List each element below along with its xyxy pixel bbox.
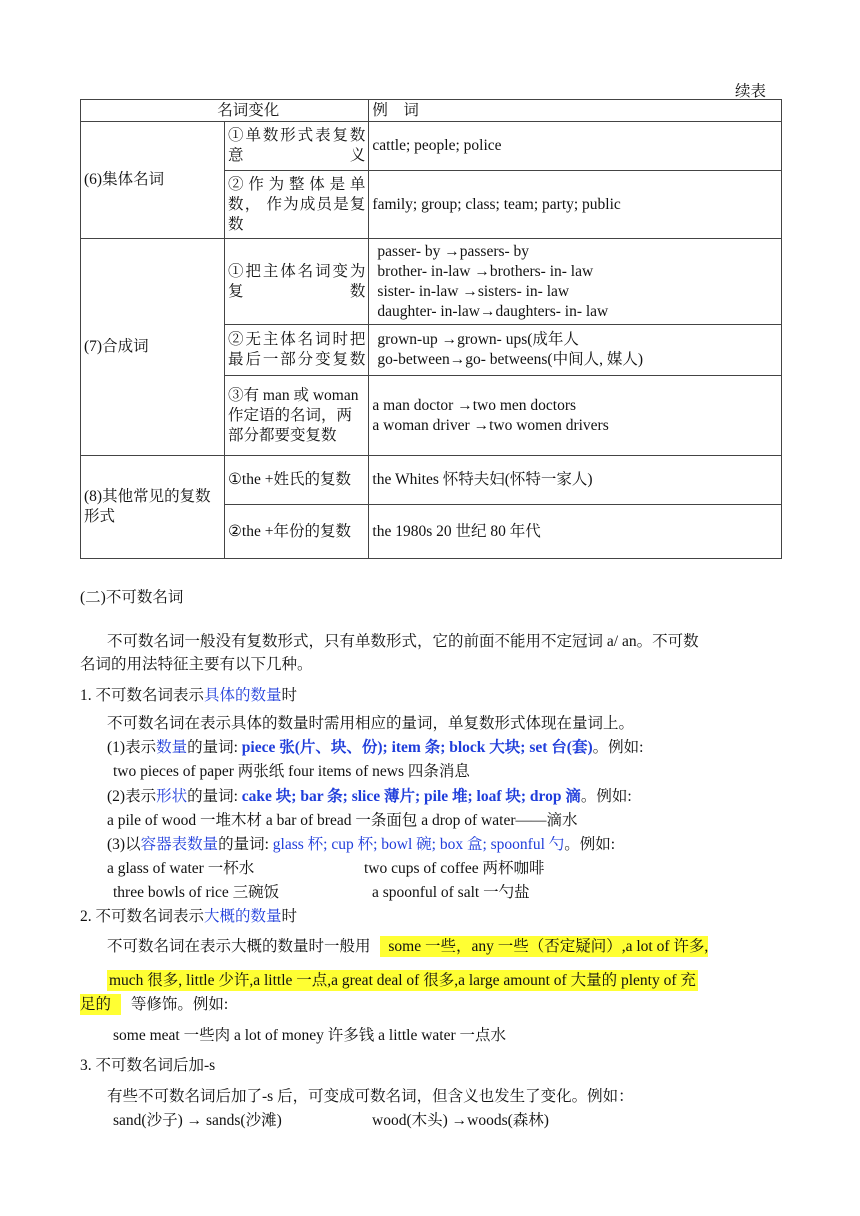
rule-cell: ①the +姓氏的复数 (225, 456, 369, 505)
table-row (81, 456, 782, 505)
point-2-desc-line-2 (107, 968, 698, 990)
point-1-item-2: (2)表示形状的量词: cake 块; bar 条; slice 薄片; pile 堆; loaf 块; drop 滴。例如: (107, 788, 632, 805)
table-header-row (81, 100, 782, 122)
point-1-example-3d: a spoonful of salt 一勺盐 (372, 884, 530, 901)
highlight-text: 足的 (80, 994, 121, 1015)
group-name: (8)其他常见的复数形式 (81, 456, 225, 559)
example-cell: the 1980s 20 世纪 80 年代 (369, 505, 782, 559)
intro-line-1: 不可数名词一般没有复数形式，只有单数形式，它的前面不能用不定冠词 a/ an。不可数 (107, 633, 699, 650)
point-1-example-3b: two cups of coffee 两杯咖啡 (364, 860, 545, 877)
table-row (81, 122, 782, 171)
point-1-example-3a: a glass of water 一杯水 (107, 860, 255, 877)
highlight-text: much 很多, little 少许,a little 一点,a great deal of 很多,a large amount of 大量的 plenty of 充 (109, 972, 696, 989)
group-name: (6)集体名词 (81, 122, 225, 239)
continued-label: 续表 (735, 83, 767, 100)
rule-cell: ②the +年份的复数 (225, 505, 369, 559)
table-row (81, 239, 782, 325)
example-cell: the Whites 怀特夫妇(怀特一家人) (369, 456, 782, 505)
example-cell: a man doctor →two men doctors a woman driver →two women drivers (369, 376, 782, 456)
point-2-desc-line-3: 足的 等修饰。例如: (80, 996, 229, 1013)
point-3-desc: 有些不可数名词后加了-s 后，可变成可数名词，但含义也发生了变化。例如： (107, 1088, 634, 1105)
example-cell: grown-up →grown- ups(成年人 go-between→go- betweens(中间人, 媒人) (369, 325, 782, 376)
point-1-example-1: two pieces of paper 两张纸 four items of news 四条消息 (113, 763, 470, 780)
header-cell-change: 名词变化 (81, 100, 369, 122)
example-cell: passer- by →passers- by brother- in-law →brothers- in- law sister- in-law →sisters- in- law daughter- in-law→daughters- in- law (369, 239, 782, 325)
noun-change-table (80, 99, 782, 559)
point-2-desc-line-1: 不可数名词在表示大概的数量时一般用 some 一些，any 一些（否定疑问）,a lot of 许多, (107, 938, 709, 955)
group-name: (7)合成词 (81, 239, 225, 456)
rule-cell: ①单数形式表复数意义 (225, 122, 369, 171)
point-1-item-3: (3)以容器表数量的量词: glass 杯; cup 杯; bowl 碗; box 盒; spoonful 勺。例如: (107, 836, 616, 853)
point-3-example-b: wood(木头) →woods(森林) (372, 1112, 549, 1129)
header-cell-examples: 例 词 (369, 100, 782, 122)
rule-cell: ② 作 为 整 体 是 单 数， 作为成员是复数 (225, 171, 369, 239)
example-cell: family; group; class; team; party; public (369, 171, 782, 239)
point-2-example: some meat 一些肉 a lot of money 许多钱 a little water 一点水 (113, 1027, 507, 1044)
point-1-title: 1. 不可数名词表示具体的数量时 (80, 687, 298, 704)
rule-cell: ③有 man 或 woman 作定语的名词，两部分都要变复数 (225, 376, 369, 456)
rule-cell: ②无主体名词时把最后一部分变复数 (225, 325, 369, 376)
point-3-title: 3. 不可数名词后加-s (80, 1057, 216, 1074)
point-3-example-a: sand(沙子) → sands(沙滩) (113, 1112, 282, 1129)
point-1-desc: 不可数名词在表示具体的数量时需用相应的量词，单复数形式体现在量词上。 (107, 715, 635, 732)
example-cell: cattle; people; police (369, 122, 782, 171)
point-2-title: 2. 不可数名词表示大概的数量时 (80, 908, 298, 925)
point-1-item-1: (1)表示数量的量词: piece 张(片、块、份); item 条; block 大块; set 台(套)。例如: (107, 739, 644, 756)
rule-cell: ①把主体名词变为复数 (225, 239, 369, 325)
intro-line-2: 名词的用法特征主要有以下几种。 (80, 656, 313, 673)
section-heading: (二)不可数名词 (80, 589, 184, 606)
highlight-text: some 一些，any 一些（否定疑问）,a lot of 许多, (380, 936, 708, 957)
point-1-example-3c: three bowls of rice 三碗饭 (113, 884, 280, 901)
point-1-example-2: a pile of wood 一堆木材 a bar of bread 一条面包 a drop of water——滴水 (107, 812, 578, 829)
